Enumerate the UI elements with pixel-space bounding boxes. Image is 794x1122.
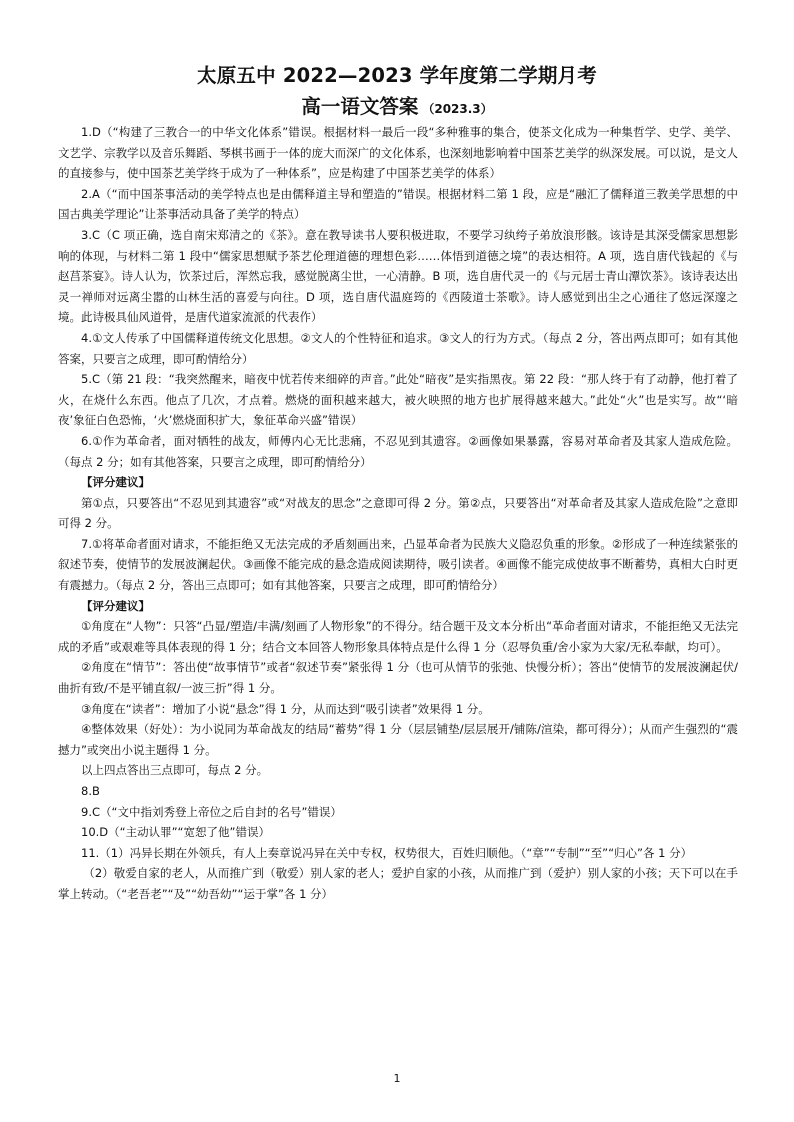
answer-2: 2.A（“而中国茶事活动的美学特点也是由儒释道主导和塑造的”错误。根据材料二第 1 段，应是“融汇了儒释道三教美学思想的中国古典美学理论”让茶事活动具备了美学的特点）: [58, 186, 738, 222]
scoring-note-6: 第①点，只要答出“不忍见到其遗容”或“对战友的思念”之意即可得 2 分。第②点，只要答出“对革命者及其家人造成危险”之意即可得 2 分。: [58, 495, 738, 531]
scoring-note-7-character: ①角度在“人物”：只答“凸显/塑造/丰满/刻画了人物形象”的不得分。结合题干及文本分析出“革命者面对请求，不能拒绝又无法完成的矛盾”或艰难等具体表现的得 1 分；结合文本回答人物形象具体特点是什么得 1 分（忍辱负重/舍小家为大家/无私奉献，均可）。: [58, 619, 738, 654]
scoring-note-7-summary: 以上四点答出三点即可，每点 2 分。: [81, 763, 269, 778]
page-number: 1: [393, 1072, 401, 1085]
answer-8: 8.B: [81, 784, 100, 798]
answer-4: 4.①文人传承了中国儒释道传统文化思想。②文人的个性特征和追求。③文人的行为方式。（每点 2 分，答出两点即可；如有其他答案，只要言之成理，即可酌情给分）: [58, 330, 738, 366]
document-title: 太原五中 2022—2023 学年度第二学期月考: [197, 64, 597, 87]
exam-date: （2023.3）: [422, 102, 493, 116]
scoring-heading-7: 【评分建议】: [81, 598, 150, 613]
answer-9: 9.C（“文中指刘秀登上帝位之后自封的名号”错误）: [81, 804, 342, 819]
scoring-note-7-plot: ②角度在“情节”：答出使“故事情节”或者“叙述节奏”紧张得 1 分（也可从情节的张弛、快慢分析）；答出“使情节的发展波澜起伏/曲折有致/不是平铺直叙/一波三折”得 1 分。: [58, 660, 738, 696]
scoring-note-7-reader: ③角度在“读者”：增加了小说“悬念”得 1 分，从而达到“吸引读者”效果得 1 分。: [81, 701, 490, 716]
answer-7: 7.①将革命者面对请求，不能拒绝又无法完成的矛盾刻画出来，凸显革命者为民族大义隐忍负重的形象。②形成了一种连续紧张的叙述节奏，使情节的发展波澜起伏。③画像不能完成的悬念造成阅读期待，吸引读者。④画像不能完成使故事不断蓄势，真相大白时更有震撼力。（每点 2 分，答出三点即可；如有其他答案，只要言之成理，即可酌情给分）: [58, 536, 738, 593]
answer-11-part-2: （2）敬爱自家的老人，从而推广到（敬爱）别人家的老人；爱护自家的小孩，从而推广到（爱护）别人家的小孩；天下可以在手掌上转动。（“老吾老”“及”“幼吾幼”“运于掌”各 1 分）: [58, 866, 738, 901]
answer-body: [58, 122, 738, 905]
answer-5: 5.C（第 21 段：“我突然醒来，暗夜中忧若传来细碎的声音。”此处“暗夜”是实指黑夜。第 22 段：“那人终于有了动静，他打着了火，在烧什么东西。他点了几次，才点着。燃烧的面积越来越大，被火映照的地方也扩展得越来越大。”此处“火”也是实写。故“‘暗夜’象征白色恐怖，‘火’燃烧面积扩大，象征革命兴盛”错误）: [58, 372, 738, 428]
scoring-note-7-effect: ④整体效果（好处）：为小说同为革命战友的结局“蓄势”得 1 分（层层铺垫/层层展开/铺陈/渲染，都可得分）；从而产生强烈的“震撼力”或突出小说主题得 1 分。: [58, 722, 738, 757]
answer-10: 10.D（“主动认罪”“宽恕了他”错误）: [81, 825, 270, 840]
answer-11-part-1: 11.（1）冯异长期在外领兵，有人上奏章说冯异在关中专权，权势很大，百姓归顺他。（“章”“专制”“至”“归心”各 1 分）: [81, 845, 693, 860]
answer-6: 6.①作为革命者，面对牺牲的战友，师傅内心无比悲痛，不忍见到其遗容。②画像如果暴露，容易对革命者及其家人造成危险。（每点 2 分；如有其他答案，只要言之成理，即可酌情给分）: [58, 433, 738, 469]
subtitle-text: 高一语文答案: [301, 95, 419, 118]
scoring-heading-6: 【评分建议】: [81, 475, 150, 490]
answer-1: 1.D（“构建了三教合一的中华文化体系”错误。根据材料一最后一段“多种雅事的集合，使茶文化成为一种集哲学、史学、美学、文艺学、宗教学以及音乐舞蹈、琴棋书画于一体的庞大而深广的文化体系，也深刻地影响着中国茶艺美学的纵深发展。可以说，是文人的直接参与，使中国茶艺美学终于成为了一种体系”，应是构建了中国茶艺美学的体系）: [58, 125, 738, 181]
document-subtitle: [0, 91, 794, 119]
answer-3: 3.C（C 项正确，选自南宋郑清之的《茶》。意在教导读书人要积极进取，不要学习纨绔子弟放浪形骸。该诗是其深受儒家思想影响的体现，与材料二第 1 段中“儒家思想赋予茶艺伦理道德的理想色彩……体悟到道德之境”的表达相符。A 项，选自唐代钱起的《与赵莒茶宴》。诗人认为，饮茶过后，浑然忘我，感觉脱离尘世，一心清静。B 项，选自唐代灵一的《与元居士青山潭饮茶》。该诗表达出灵一禅师对远离尘嚣的山林生活的喜爱与向往。D 项，选自唐代温庭筠的《西陵道士茶歌》。诗人感觉到出尘之心通往了悠远深邃之境。此诗极具仙风道骨，是唐代道家流派的代表作）: [58, 227, 738, 325]
